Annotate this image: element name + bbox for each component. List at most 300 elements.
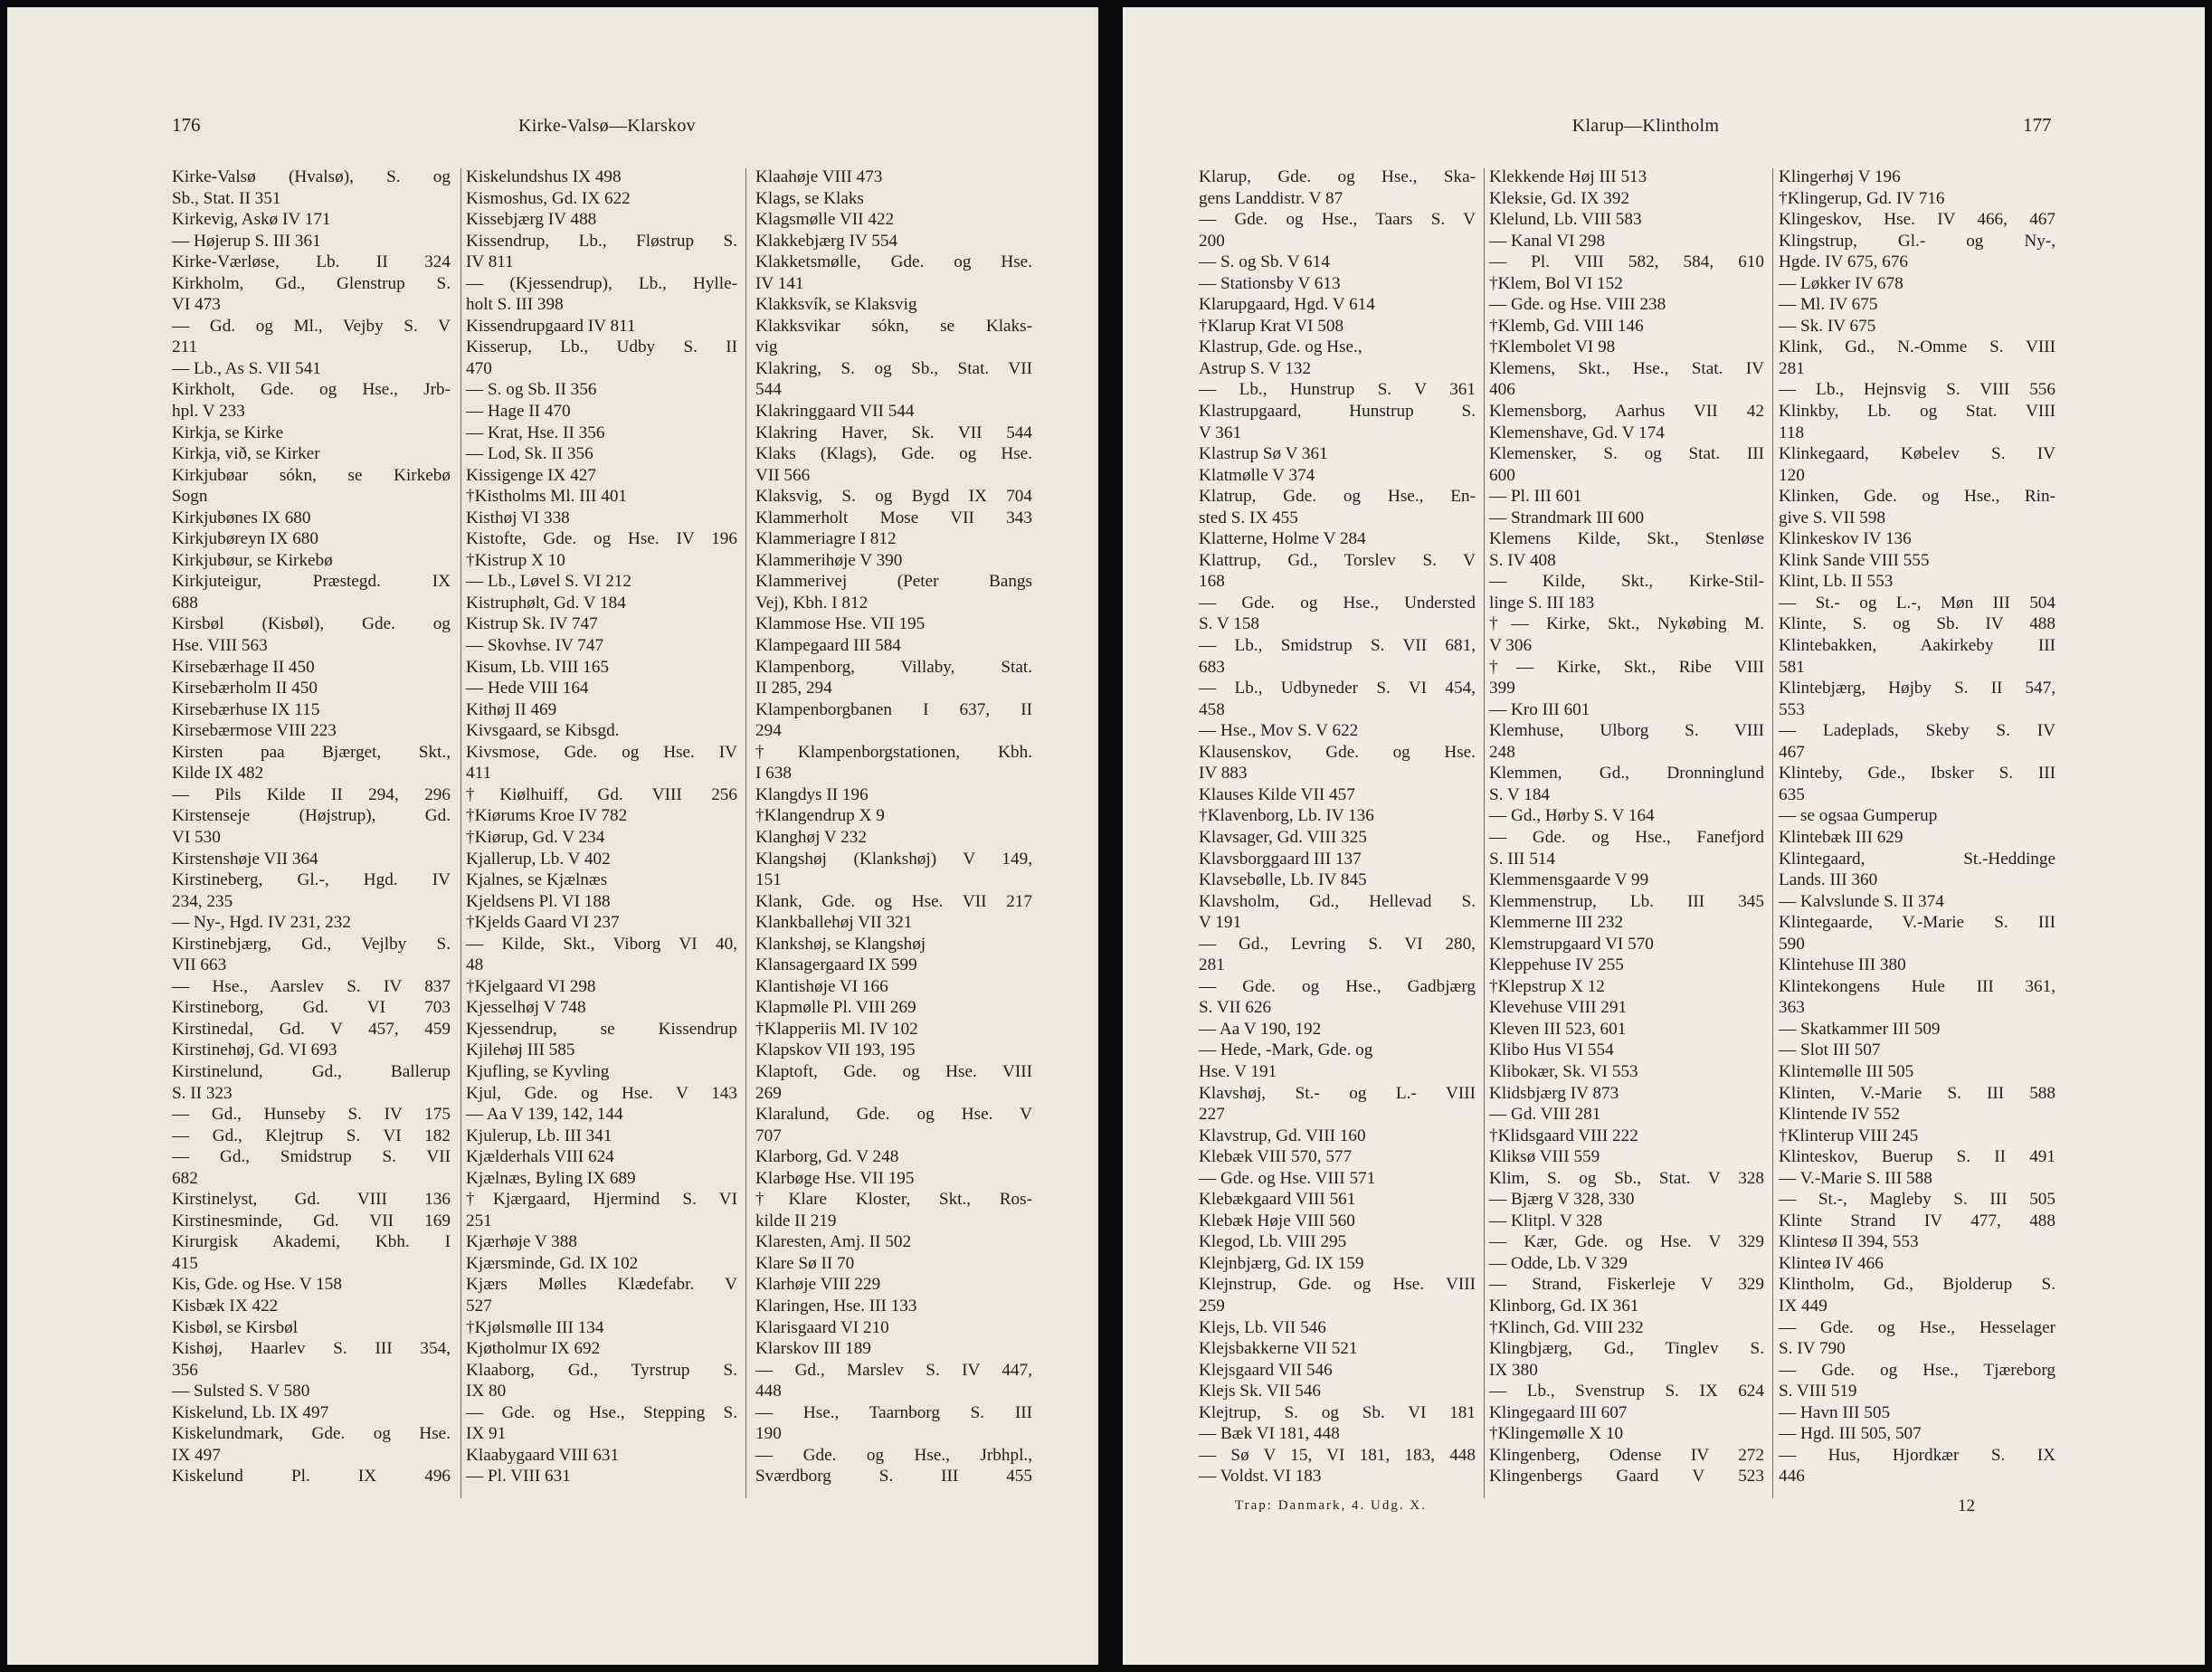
index-entry-line: — Klitpl. V 328 — [1489, 1211, 1603, 1230]
index-entry-line: — Strandmark III 600 — [1489, 508, 1645, 527]
index-entry-line: Klevehuse VIII 291 — [1489, 998, 1628, 1018]
index-column — [755, 166, 1032, 1487]
index-entry-line: Lands. III 360 — [1779, 870, 1878, 890]
index-entry-line: Kirurgisk Akademi, Kbh. I — [172, 1232, 451, 1252]
index-entry-line: †Kistholms Ml. III 401 — [466, 487, 628, 507]
index-entry-line: 118 — [1779, 423, 1805, 442]
index-entry-line: Klarisgaard VI 210 — [755, 1317, 889, 1337]
index-entry-line: †Klingerup, Gd. IV 716 — [1779, 188, 1945, 208]
index-entry-line: Klaringen, Hse. III 133 — [755, 1296, 917, 1316]
index-entry-line: I 638 — [755, 764, 792, 784]
index-entry-line: Klintholm, Gd., Bjolderup S. — [1779, 1275, 2055, 1295]
index-entry-line: Klinkby, Lb. og Stat. VIII — [1779, 402, 2055, 422]
index-entry-line: — Pl. VIII 582, 584, 610 — [1489, 252, 1764, 272]
column-rule — [1484, 168, 1485, 1498]
index-entry-line: Klavshøj, St.- og L.- VIII — [1199, 1083, 1476, 1103]
index-entry-line: Klaahøje VIII 473 — [755, 167, 883, 186]
index-entry-line: — Gde. og Hse., Fanefjord — [1489, 827, 1764, 847]
index-entry-line: 458 — [1199, 699, 1225, 719]
index-entry-line: Klavstrup, Gd. VIII 160 — [1199, 1126, 1366, 1145]
index-entry-line: Kirkevig, Askø IV 171 — [172, 210, 331, 230]
index-entry-line: Klintehuse III 380 — [1779, 955, 1906, 975]
index-entry-line: Kirke-Værløse, Lb. II 324 — [172, 252, 451, 272]
index-entry-line: 446 — [1779, 1467, 1805, 1487]
index-entry-line: Kirsebærhage II 450 — [172, 657, 315, 677]
index-entry-line: IX 380 — [1489, 1360, 1538, 1380]
index-entry-line: — Skovhse. IV 747 — [466, 636, 604, 656]
index-entry-line: Klemmen, Gd., Dronninglund — [1489, 764, 1764, 784]
index-entry-line: 467 — [1779, 742, 1805, 762]
index-entry-line: 48 — [466, 955, 484, 975]
index-entry-line: 553 — [1779, 699, 1805, 719]
index-entry-line: Astrup S. V 132 — [1199, 358, 1312, 378]
index-entry-line: 168 — [1199, 572, 1225, 592]
column-rule — [745, 168, 746, 1498]
index-entry-line: Klaabygaard VIII 631 — [466, 1445, 620, 1465]
index-entry-line: Kjul, Gde. og Hse. V 143 — [466, 1083, 737, 1103]
index-entry-line: hpl. V 233 — [172, 402, 245, 422]
index-entry-line: V 361 — [1199, 423, 1242, 442]
right-running-head: Klarup—Klintholm — [1571, 116, 1720, 136]
index-entry-line: Kirkholm, Gd., Glenstrup S. — [172, 273, 451, 293]
index-entry-line: Hse. V 191 — [1199, 1061, 1277, 1081]
index-entry-line: Klinborg, Gd. IX 361 — [1489, 1296, 1639, 1316]
index-entry-line: Kjulerup, Lb. III 341 — [466, 1126, 612, 1145]
index-entry-line: Kisbæk IX 422 — [172, 1296, 279, 1316]
index-entry-line: — St.- og L.-, Møn III 504 — [1779, 593, 2055, 613]
index-entry-line: — Bæk VI 181, 448 — [1199, 1424, 1340, 1444]
index-entry-line: Kjalnes, se Kjælnæs — [466, 870, 608, 890]
index-entry-line: Klavsager, Gd. VIII 325 — [1199, 827, 1367, 847]
index-entry-line: Klakketsmølle, Gde. og Hse. — [755, 252, 1032, 272]
index-entry-line: Kirkjubøar sókn, se Kirkebø — [172, 465, 451, 485]
index-entry-line: Klastrup, Gde. og Hse., — [1199, 337, 1362, 357]
index-entry-line: IV 811 — [466, 252, 514, 272]
index-entry-line: — Lb., Løvel S. VI 212 — [466, 572, 631, 592]
index-entry-line: Kjærs Mølles Klædefabr. V — [466, 1275, 737, 1295]
index-entry-line: Klingbjærg, Gd., Tinglev S. — [1489, 1339, 1764, 1359]
index-entry-line: — Sk. IV 675 — [1779, 316, 1876, 336]
index-entry-line: IX 449 — [1779, 1296, 1828, 1316]
index-entry-line: Kithøj II 469 — [466, 699, 557, 719]
index-entry-line: †Klapperiis Ml. IV 102 — [755, 1019, 918, 1039]
index-entry-line: Kjærsminde, Gd. IX 102 — [466, 1253, 639, 1273]
index-entry-line: — (Kjessendrup), Lb., Hylle- — [466, 273, 737, 293]
index-entry-line: Klebækgaard VIII 561 — [1199, 1190, 1356, 1210]
index-entry-line: Kilde IX 482 — [172, 764, 264, 784]
index-entry-line: — Lod, Sk. II 356 — [466, 444, 593, 464]
index-entry-line: S. IV 790 — [1779, 1339, 1846, 1359]
index-entry-line: S. III 514 — [1489, 849, 1556, 869]
index-entry-line: Kistrup Sk. IV 747 — [466, 614, 598, 634]
index-entry-line: Kirkjuteigur, Præstegd. IX — [172, 572, 451, 592]
index-entry-line: Klinte, S. og Sb. IV 488 — [1779, 614, 2055, 634]
index-entry-line: †— Kirke, Skt., Nykøbing M. — [1489, 614, 1764, 634]
index-entry-line: 248 — [1489, 742, 1515, 762]
index-entry-line: 411 — [466, 764, 492, 784]
left-page-number: 176 — [172, 114, 201, 136]
index-entry-line: Kiskelund Pl. IX 496 — [172, 1467, 451, 1487]
index-entry-line: Kistruphølt, Gd. V 184 — [466, 593, 626, 613]
index-entry-line: Kliksø VIII 559 — [1489, 1147, 1600, 1167]
index-entry-line: gens Landdistr. V 87 — [1199, 188, 1343, 208]
index-entry-line: IV 141 — [755, 273, 804, 293]
index-entry-line: Kisbøl, se Kirsbøl — [172, 1317, 299, 1337]
index-entry-line: Klejsgaard VII 546 — [1199, 1360, 1333, 1380]
index-entry-line: Klink Sande VIII 555 — [1779, 550, 1930, 570]
index-entry-line: — Ladeplads, Skeby S. IV — [1779, 721, 2055, 741]
index-entry-line: Klakksvík, se Klaksvig — [755, 295, 917, 315]
index-entry-line: — Stationsby V 613 — [1199, 273, 1341, 293]
index-entry-line: Klansagergaard IX 599 — [755, 955, 917, 975]
index-entry-line: — Gde. og Hse. VIII 238 — [1489, 295, 1666, 315]
index-entry-line: 234, 235 — [172, 891, 233, 911]
index-entry-line: Klampenborg, Villaby, Stat. — [755, 657, 1032, 677]
index-entry-line: Kjufling, se Kyvling — [466, 1061, 610, 1081]
index-entry-line: — Gd., Smidstrup S. VII — [172, 1147, 451, 1167]
index-entry-line: — Hede, -Mark, Gde. og — [1199, 1040, 1373, 1060]
index-entry-line: Klemensker, S. og Stat. III — [1489, 444, 1764, 464]
index-entry-line: — Gde. og Hse., Tjæreborg — [1779, 1360, 2055, 1380]
index-entry-line: 356 — [172, 1360, 198, 1380]
index-column — [172, 166, 451, 1487]
index-entry-line: — Krat, Hse. II 356 — [466, 423, 605, 442]
index-entry-line: Klintegaarde, V.-Marie S. III — [1779, 913, 2055, 933]
index-entry-line: — Hse., Mov S. V 622 — [1199, 721, 1359, 741]
index-entry-line: 120 — [1779, 465, 1805, 485]
index-entry-line: †Kjølsmølle III 134 — [466, 1317, 604, 1337]
index-entry-line: Klangshøj (Klankshøj) V 149, — [755, 849, 1032, 869]
index-entry-line: — Aa V 139, 142, 144 — [466, 1105, 623, 1125]
index-entry-line: Klauses Kilde VII 457 — [1199, 784, 1355, 804]
index-entry-line: Klaksvig, S. og Bygd IX 704 — [755, 487, 1032, 507]
index-entry-line: — Lb., Svenstrup S. IX 624 — [1489, 1382, 1764, 1401]
right-page-header — [1123, 107, 2205, 143]
index-entry-line: Klantishøje VI 166 — [755, 976, 888, 996]
index-entry-line: Klavsebølle, Lb. IV 845 — [1199, 870, 1367, 890]
index-entry-line: Kjilehøj III 585 — [466, 1040, 575, 1060]
index-entry-line: Klingenberg, Odense IV 272 — [1489, 1445, 1764, 1465]
index-entry-line: Kiskelundshus IX 498 — [466, 167, 622, 186]
index-entry-line: sted S. IX 455 — [1199, 508, 1298, 527]
index-entry-line: — Kro III 601 — [1489, 699, 1590, 719]
index-entry-line: — Gd., Klejtrup S. VI 182 — [172, 1126, 451, 1145]
index-entry-line: vig — [755, 337, 778, 357]
index-entry-line: †Klarup Krat VI 508 — [1199, 316, 1344, 336]
index-entry-line: Klags, se Klaks — [755, 188, 864, 208]
column-rule — [460, 168, 461, 1498]
index-entry-line: — Pils Kilde II 294, 296 — [172, 784, 451, 804]
index-entry-line: Kirstenshøje VII 364 — [172, 849, 318, 869]
index-entry-line: 281 — [1779, 358, 1805, 378]
index-entry-line: V 306 — [1489, 636, 1533, 656]
index-entry-line: Klakkebjærg IV 554 — [755, 231, 898, 251]
index-entry-line: Klidsbjærg IV 873 — [1489, 1083, 1619, 1103]
index-entry-line: — Kalvslunde S. II 374 — [1779, 891, 1944, 911]
index-entry-line: — Voldst. VI 183 — [1199, 1467, 1322, 1487]
index-entry-line: — Gde. og Hse. VIII 571 — [1199, 1168, 1376, 1188]
index-entry-line: †Klembolet VI 98 — [1489, 337, 1616, 357]
index-entry-line: IX 80 — [466, 1382, 507, 1401]
index-entry-line: Kirkjubøur, se Kirkebø — [172, 550, 333, 570]
signature-mark: 12 — [1958, 1496, 1975, 1515]
index-entry-line: Kirsebærholm II 450 — [172, 679, 318, 698]
index-entry-line: 707 — [755, 1126, 782, 1145]
index-entry-line: Klarbøge Hse. VII 195 — [755, 1168, 915, 1188]
index-entry-line: Klakksvikar sókn, se Klaks- — [755, 316, 1032, 336]
index-entry-line: — Aa V 190, 192 — [1199, 1019, 1322, 1039]
index-entry-line: Kjeldsens Pl. VI 188 — [466, 891, 611, 911]
index-entry-line: Klinteskov, Buerup S. II 491 — [1779, 1147, 2055, 1167]
index-entry-line: Kjærhøje V 388 — [466, 1232, 577, 1252]
index-entry-line: — Lb., As S. VII 541 — [172, 358, 321, 378]
index-entry-line: Kissendrupgaard IV 811 — [466, 316, 636, 336]
index-entry-line: Klank, Gde. og Hse. VII 217 — [755, 891, 1032, 911]
index-entry-line: 600 — [1489, 465, 1515, 485]
index-entry-line: Kjallerup, Lb. V 402 — [466, 849, 611, 869]
index-entry-line: 688 — [172, 593, 198, 613]
index-entry-line: Klejs, Lb. VII 546 — [1199, 1317, 1326, 1337]
index-entry-line: 544 — [755, 380, 782, 400]
index-entry-line: Klemhuse, Ulborg S. VIII — [1489, 721, 1764, 741]
index-entry-line: Klangdys II 196 — [755, 784, 869, 804]
index-entry-line: 635 — [1779, 784, 1805, 804]
index-entry-line: 251 — [466, 1211, 492, 1230]
index-entry-line: 363 — [1779, 998, 1805, 1018]
index-entry-line: Klingstrup, Gl.- og Ny-, — [1779, 231, 2055, 251]
index-entry-line: Klinken, Gde. og Hse., Rin- — [1779, 487, 2055, 507]
index-entry-line: Klintebjærg, Højby S. II 547, — [1779, 679, 2055, 698]
index-entry-line: VII 566 — [755, 465, 811, 485]
index-entry-line: — Gd. VIII 281 — [1489, 1105, 1601, 1125]
index-entry-line: S. VIII 519 — [1779, 1382, 1857, 1401]
index-entry-line: — Kær, Gde. og Hse. V 329 — [1489, 1232, 1764, 1252]
index-entry-line: Klintesø II 394, 553 — [1779, 1232, 1919, 1252]
index-entry-line: Klibokær, Sk. VI 553 — [1489, 1061, 1638, 1081]
index-entry-line: Sogn — [172, 487, 208, 507]
index-entry-line: Kirstinelund, Gd., Ballerup — [172, 1061, 451, 1081]
index-entry-line: — Hse., Taarnborg S. III — [755, 1402, 1032, 1422]
index-entry-line: Kleppehuse IV 255 — [1489, 955, 1624, 975]
index-entry-line: Klakring, S. og Sb., Stat. VII — [755, 358, 1032, 378]
index-entry-line: Kismoshus, Gd. IX 622 — [466, 188, 631, 208]
index-entry-line: Klingenbergs Gaard V 523 — [1489, 1467, 1764, 1487]
index-entry-line: Klinten, V.-Marie S. III 588 — [1779, 1083, 2055, 1103]
index-entry-line: Kjessendrup, se Kissendrup — [466, 1019, 737, 1039]
index-entry-line: Klemmenstrup, Lb. III 345 — [1489, 891, 1764, 911]
index-entry-line: Kjesselhøj V 748 — [466, 998, 586, 1018]
index-entry-line: †Klinterup VIII 245 — [1779, 1126, 1919, 1145]
index-entry-line: 190 — [755, 1424, 782, 1444]
index-entry-line: Kiskelund, Lb. IX 497 — [172, 1402, 329, 1422]
index-entry-line: †Klare Kloster, Skt., Ros- — [755, 1190, 1032, 1210]
index-entry-line: Klinkegaard, Købelev S. IV — [1779, 444, 2055, 464]
index-entry-line: — S. og Sb. V 614 — [1199, 252, 1330, 272]
index-entry-line: Kirsten paa Bjærget, Skt., — [172, 742, 451, 762]
left-running-head: Kirke-Valsø—Klarskov — [518, 116, 696, 136]
index-entry-line: Klim, S. og Sb., Stat. V 328 — [1489, 1168, 1764, 1188]
index-entry-line: Klingeskov, Hse. IV 466, 467 — [1779, 210, 2055, 230]
index-entry-line: Kisthøj VI 338 — [466, 508, 570, 527]
index-entry-line: Klint, Lb. II 553 — [1779, 572, 1894, 592]
index-entry-line: Klammerholt Mose VII 343 — [755, 508, 1032, 527]
index-entry-line: Klakringgaard VII 544 — [755, 402, 915, 422]
index-entry-line: †Kjelgaard VI 298 — [466, 976, 596, 996]
index-entry-line: Klaresten, Amj. II 502 — [755, 1232, 912, 1252]
index-entry-line: Klapskov VII 193, 195 — [755, 1040, 916, 1060]
index-entry-line: Klastrupgaard, Hunstrup S. — [1199, 402, 1476, 422]
index-entry-line: †Kiørums Kroe IV 782 — [466, 806, 628, 826]
index-entry-line: 211 — [172, 337, 198, 357]
index-entry-line: Kirkjubønes IX 680 — [172, 508, 311, 527]
index-entry-line: Klarupgaard, Hgd. V 614 — [1199, 295, 1375, 315]
index-entry-line: Klagsmølle VII 422 — [755, 210, 895, 230]
index-entry-line: Kjælderhals VIII 624 — [466, 1147, 614, 1167]
index-entry-line: — Lb., Udbyneder S. VI 454, — [1199, 679, 1476, 698]
index-entry-line: Klebæk VIII 570, 577 — [1199, 1147, 1353, 1167]
index-entry-line: holt S. III 398 — [466, 295, 564, 315]
right-page-number: 177 — [2023, 114, 2052, 136]
index-entry-line: — Havn III 505 — [1779, 1402, 1891, 1422]
index-entry-line: †Kistrup X 10 — [466, 550, 565, 570]
index-entry-line: 406 — [1489, 380, 1515, 400]
index-entry-line: II 285, 294 — [755, 679, 832, 698]
index-entry-line: 227 — [1199, 1105, 1225, 1125]
index-entry-line: Klatterne, Holme V 284 — [1199, 529, 1366, 549]
index-entry-line: 399 — [1489, 679, 1515, 698]
index-entry-line: — Hse., Aarslev S. IV 837 — [172, 976, 451, 996]
index-entry-line: †Kiørup, Gd. V 234 — [466, 827, 605, 847]
index-entry-line: Klinteby, Gde., Ibsker S. III — [1779, 764, 2055, 784]
index-entry-line: Klakring Haver, Sk. VII 544 — [755, 423, 1032, 442]
index-entry-line: †— Kirke, Skt., Ribe VIII — [1489, 657, 1764, 677]
index-column — [466, 166, 737, 1487]
index-entry-line: Klemmensgaarde V 99 — [1489, 870, 1649, 890]
index-entry-line: Klampenborgbanen I 637, II — [755, 699, 1032, 719]
index-entry-line: Klemmerne III 232 — [1489, 913, 1624, 933]
index-entry-line: Kissigenge IX 427 — [466, 465, 596, 485]
index-entry-line: Klelund, Lb. VIII 583 — [1489, 210, 1642, 230]
index-entry-line: — Slot III 507 — [1779, 1040, 1881, 1060]
index-entry-line: — Gd., Levring S. VI 280, — [1199, 934, 1476, 954]
index-entry-line: Kisum, Lb. VIII 165 — [466, 657, 609, 677]
index-entry-line: — Gde. og Hse., Stepping S. — [466, 1402, 737, 1422]
index-entry-line: S. VII 626 — [1199, 998, 1272, 1018]
index-entry-line: Kivsgaard, se Kibsgd. — [466, 721, 620, 741]
index-entry-line: Kishøj, Haarlev S. III 354, — [172, 1339, 451, 1359]
index-entry-line: Klinteø IV 466 — [1779, 1253, 1884, 1273]
index-entry-line: Kirstineborg, Gd. VI 703 — [172, 998, 451, 1018]
index-entry-line: Kjælnæs, Byling IX 689 — [466, 1168, 636, 1188]
index-entry-line: — Skatkammer III 509 — [1779, 1019, 1941, 1039]
index-entry-line: Klibo Hus VI 554 — [1489, 1040, 1614, 1060]
index-entry-line: †Klavenborg, Lb. IV 136 — [1199, 806, 1374, 826]
index-entry-line: Kirsebærhuse IX 115 — [172, 699, 320, 719]
index-entry-line: Klintemølle III 505 — [1779, 1061, 1914, 1081]
index-entry-line: — Lb., Hejnsvig S. VIII 556 — [1779, 380, 2055, 400]
index-entry-line: Kirke-Valsø (Hvalsø), S. og — [172, 167, 451, 186]
index-entry-line: IX 497 — [172, 1445, 221, 1465]
index-entry-line: Klavsholm, Gd., Hellevad S. — [1199, 891, 1476, 911]
index-entry-line: — Gde. og Hse., Understed — [1199, 593, 1476, 613]
index-entry-line: Klink, Gd., N.-Omme S. VIII — [1779, 337, 2055, 357]
index-entry-line: Klemstrupgaard VI 570 — [1489, 934, 1654, 954]
index-entry-line: V 191 — [1199, 913, 1242, 933]
index-entry-line: — Pl. III 601 — [1489, 487, 1582, 507]
index-entry-line: Kirstineberg, Gl.-, Hgd. IV — [172, 870, 451, 890]
index-entry-line: Klejs Sk. VII 546 — [1199, 1382, 1322, 1401]
index-entry-line: †Klepstrup X 12 — [1489, 976, 1605, 996]
index-entry-line: 259 — [1199, 1296, 1225, 1316]
index-entry-line: Klejnbjærg, Gd. IX 159 — [1199, 1253, 1364, 1273]
index-entry-line: Kirsbøl (Kisbøl), Gde. og — [172, 614, 451, 634]
left-page — [7, 7, 1098, 1665]
index-entry-line: — Pl. VIII 631 — [466, 1467, 571, 1487]
index-entry-line: 294 — [755, 721, 782, 741]
index-entry-line: †Kjelds Gaard VI 237 — [466, 913, 620, 933]
index-entry-line: — Strand, Fiskerleje V 329 — [1489, 1275, 1764, 1295]
index-entry-line: Klintegaard, St.-Heddinge — [1779, 849, 2055, 869]
index-entry-line: — Gd., Marslev S. IV 447, — [755, 1360, 1032, 1380]
index-entry-line: Klemensborg, Aarhus VII 42 — [1489, 402, 1764, 422]
index-entry-line: Klejtrup, S. og Sb. VI 181 — [1199, 1402, 1476, 1422]
index-entry-line: — Odde, Lb. V 329 — [1489, 1253, 1628, 1273]
index-entry-line: Hse. VIII 563 — [172, 636, 268, 656]
index-entry-line: VII 663 — [172, 955, 227, 975]
index-entry-line: †Klemb, Gd. VIII 146 — [1489, 316, 1644, 336]
index-entry-line: Klammerivej (Peter Bangs — [755, 572, 1032, 592]
index-entry-line: Klanghøj V 232 — [755, 827, 867, 847]
index-entry-line: Kirstinedal, Gd. V 457, 459 — [172, 1019, 451, 1039]
index-entry-line: 581 — [1779, 657, 1805, 677]
index-entry-line: Kistofte, Gde. og Hse. IV 196 — [466, 529, 737, 549]
index-entry-line: — Gde. og Hse., Jrbhpl., — [755, 1445, 1032, 1465]
index-entry-line: †Klem, Bol VI 152 — [1489, 273, 1623, 293]
index-entry-line: †Klidsgaard VIII 222 — [1489, 1126, 1638, 1145]
index-entry-line: Klaptoft, Gde. og Hse. VIII — [755, 1061, 1032, 1081]
index-entry-line: 151 — [755, 870, 782, 890]
index-entry-line: — Ml. IV 675 — [1779, 295, 1878, 315]
index-entry-line: Klarup, Gde. og Hse., Ska- — [1199, 167, 1476, 186]
index-entry-line: — Sulsted S. V 580 — [172, 1382, 310, 1401]
index-entry-line: S. V 184 — [1489, 784, 1551, 804]
index-entry-line: Klekkende Høj III 513 — [1489, 167, 1647, 186]
index-entry-line: — Gde. og Hse., Hesselager — [1779, 1317, 2055, 1337]
index-entry-line: — Gd., Hørby S. V 164 — [1489, 806, 1655, 826]
index-entry-line: Kirkja, se Kirke — [172, 423, 284, 442]
index-entry-line: Kissebjærg IV 488 — [466, 210, 597, 230]
index-entry-line: — Hede VIII 164 — [466, 679, 589, 698]
column-rule — [1772, 168, 1773, 1498]
index-entry-line: Klaks (Klags), Gde. og Hse. — [755, 444, 1032, 464]
index-entry-line: — Ny-, Hgd. IV 231, 232 — [172, 913, 351, 933]
index-entry-line: Klintebakken, Aakirkeby III — [1779, 636, 2055, 656]
index-entry-line: Kirstinesminde, Gd. VII 169 — [172, 1211, 451, 1230]
index-entry-line: — Bjærg V 328, 330 — [1489, 1190, 1635, 1210]
index-entry-line: Klammose Hse. VII 195 — [755, 614, 926, 634]
index-column — [1779, 166, 2055, 1487]
index-entry-line: — Højerup S. III 361 — [172, 231, 321, 251]
index-entry-line: — Hage II 470 — [466, 402, 571, 422]
index-entry-line: 527 — [466, 1296, 492, 1316]
index-entry-line: — Gde. og Hse., Gadbjærg — [1199, 976, 1476, 996]
index-entry-line: Klastrup Sø V 361 — [1199, 444, 1328, 464]
index-entry-line: †Kiølhuiff, Gd. VIII 256 — [466, 784, 737, 804]
index-entry-line: Klampegaard III 584 — [755, 636, 901, 656]
index-entry-line: Klegod, Lb. VIII 295 — [1199, 1232, 1347, 1252]
index-entry-line: Klaralund, Gde. og Hse. V — [755, 1105, 1032, 1125]
index-entry-line: Klavsborggaard III 137 — [1199, 849, 1362, 869]
